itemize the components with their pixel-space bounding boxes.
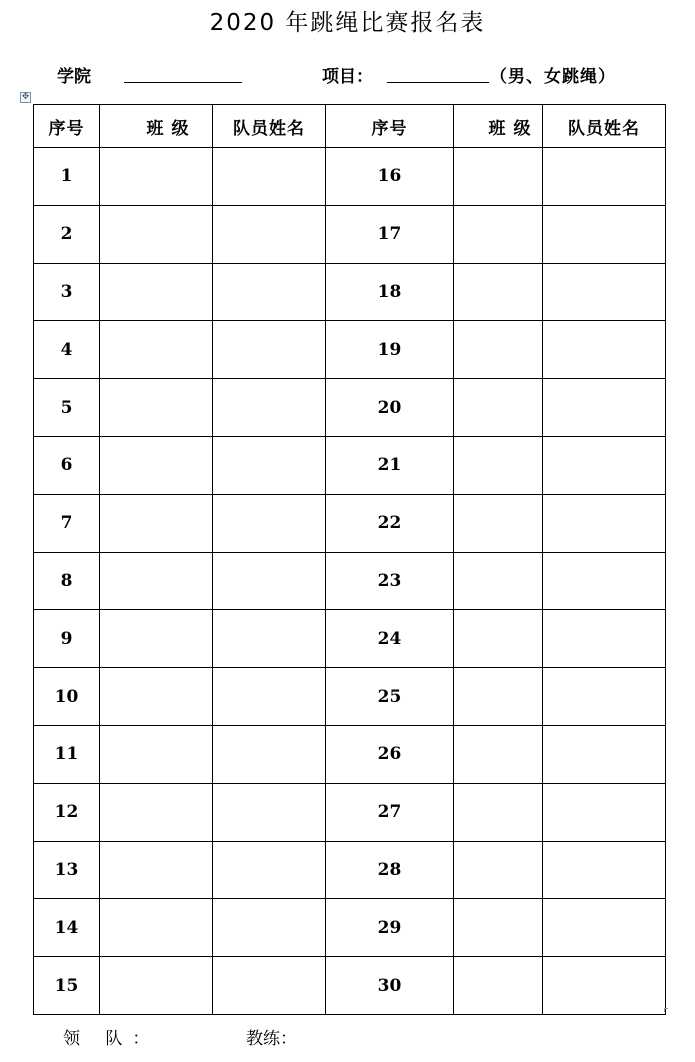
seq-cell-right: 19 bbox=[326, 321, 454, 379]
member-name-cell-right[interactable] bbox=[543, 263, 666, 321]
member-name-cell-left[interactable] bbox=[213, 321, 326, 379]
seq-cell-right: 26 bbox=[326, 725, 454, 783]
page-title: 2020 年跳绳比赛报名表 bbox=[209, 10, 486, 36]
member-name-cell-right[interactable] bbox=[543, 379, 666, 437]
table-row bbox=[34, 436, 666, 494]
seq-cell-right: 21 bbox=[326, 436, 454, 494]
item-label: 项目： bbox=[322, 67, 373, 87]
table-row bbox=[34, 552, 666, 610]
table-row bbox=[34, 899, 666, 957]
seq-cell-left: 1 bbox=[34, 148, 100, 206]
seq-cell-left: 5 bbox=[34, 379, 100, 437]
class-cell-right[interactable] bbox=[454, 841, 543, 899]
member-name-cell-right[interactable] bbox=[543, 957, 666, 1015]
class-cell-right[interactable] bbox=[454, 899, 543, 957]
table-row bbox=[34, 148, 666, 206]
seq-cell-right: 30 bbox=[326, 957, 454, 1015]
member-name-cell-right[interactable] bbox=[543, 610, 666, 668]
member-name-cell-left[interactable] bbox=[213, 668, 326, 726]
class-cell-right[interactable] bbox=[454, 957, 543, 1015]
seq-cell-right: 16 bbox=[326, 148, 454, 206]
header-seq-left: 序号 bbox=[34, 105, 100, 148]
member-name-cell-right[interactable] bbox=[543, 436, 666, 494]
class-cell-right[interactable] bbox=[454, 610, 543, 668]
member-name-cell-right[interactable] bbox=[543, 205, 666, 263]
member-name-cell-left[interactable] bbox=[213, 494, 326, 552]
member-name-cell-right[interactable] bbox=[543, 321, 666, 379]
seq-cell-left: 14 bbox=[34, 899, 100, 957]
class-cell-right[interactable] bbox=[454, 263, 543, 321]
coach-label: 教练： bbox=[246, 1029, 297, 1049]
header-class-left: 班 级 bbox=[100, 105, 213, 148]
table-row bbox=[34, 610, 666, 668]
class-cell-right[interactable] bbox=[454, 205, 543, 263]
member-name-cell-right[interactable] bbox=[543, 148, 666, 206]
roster-table bbox=[33, 104, 666, 1015]
seq-cell-left: 10 bbox=[34, 668, 100, 726]
seq-cell-left: 7 bbox=[34, 494, 100, 552]
class-cell-right[interactable] bbox=[454, 552, 543, 610]
seq-cell-left: 6 bbox=[34, 436, 100, 494]
class-cell-right[interactable] bbox=[454, 783, 543, 841]
seq-cell-left: 12 bbox=[34, 783, 100, 841]
header-seq-right: 序号 bbox=[326, 105, 454, 148]
class-cell-left[interactable] bbox=[100, 321, 213, 379]
seq-cell-left: 13 bbox=[34, 841, 100, 899]
class-cell-left[interactable] bbox=[100, 379, 213, 437]
seq-cell-right: 18 bbox=[326, 263, 454, 321]
member-name-cell-right[interactable] bbox=[543, 725, 666, 783]
seq-cell-left: 15 bbox=[34, 957, 100, 1015]
seq-cell-left: 4 bbox=[34, 321, 100, 379]
class-cell-left[interactable] bbox=[100, 957, 213, 1015]
table-row bbox=[34, 379, 666, 437]
class-cell-left[interactable] bbox=[100, 841, 213, 899]
member-name-cell-left[interactable] bbox=[213, 436, 326, 494]
table-row bbox=[34, 841, 666, 899]
member-name-cell-left[interactable] bbox=[213, 552, 326, 610]
class-cell-right[interactable] bbox=[454, 668, 543, 726]
member-name-cell-right[interactable] bbox=[543, 668, 666, 726]
seq-cell-right: 20 bbox=[326, 379, 454, 437]
member-name-cell-left[interactable] bbox=[213, 205, 326, 263]
seq-cell-right: 23 bbox=[326, 552, 454, 610]
college-input-line[interactable] bbox=[124, 82, 242, 83]
member-name-cell-left[interactable] bbox=[213, 899, 326, 957]
class-cell-right[interactable] bbox=[454, 321, 543, 379]
member-name-cell-left[interactable] bbox=[213, 725, 326, 783]
seq-cell-right: 29 bbox=[326, 899, 454, 957]
class-cell-left[interactable] bbox=[100, 899, 213, 957]
seq-cell-right: 22 bbox=[326, 494, 454, 552]
header-name-left: 队员姓名 bbox=[213, 105, 326, 148]
seq-cell-left: 2 bbox=[34, 205, 100, 263]
seq-cell-left: 8 bbox=[34, 552, 100, 610]
class-cell-left[interactable] bbox=[100, 148, 213, 206]
class-cell-left[interactable] bbox=[100, 783, 213, 841]
member-name-cell-left[interactable] bbox=[213, 148, 326, 206]
class-cell-left[interactable] bbox=[100, 494, 213, 552]
member-name-cell-right[interactable] bbox=[543, 841, 666, 899]
seq-cell-left: 11 bbox=[34, 725, 100, 783]
seq-cell-left: 9 bbox=[34, 610, 100, 668]
info-row bbox=[0, 62, 695, 88]
class-cell-right[interactable] bbox=[454, 436, 543, 494]
header-class-right: 班 级 bbox=[454, 105, 543, 148]
class-cell-left[interactable] bbox=[100, 725, 213, 783]
class-cell-right[interactable] bbox=[454, 148, 543, 206]
table-row bbox=[34, 668, 666, 726]
seq-cell-right: 27 bbox=[326, 783, 454, 841]
header-name-right: 队员姓名 bbox=[543, 105, 666, 148]
table-row bbox=[34, 725, 666, 783]
seq-cell-left: 3 bbox=[34, 263, 100, 321]
leader-label: 领 队： bbox=[63, 1029, 160, 1049]
member-name-cell-left[interactable] bbox=[213, 379, 326, 437]
table-row bbox=[34, 494, 666, 552]
college-label: 学院 bbox=[57, 67, 91, 87]
member-name-cell-right[interactable] bbox=[543, 552, 666, 610]
table-row bbox=[34, 321, 666, 379]
class-cell-left[interactable] bbox=[100, 610, 213, 668]
seq-cell-right: 28 bbox=[326, 841, 454, 899]
table-row bbox=[34, 783, 666, 841]
class-cell-left[interactable] bbox=[100, 436, 213, 494]
class-cell-left[interactable] bbox=[100, 205, 213, 263]
item-input-line[interactable] bbox=[387, 82, 489, 83]
member-name-cell-left[interactable] bbox=[213, 957, 326, 1015]
table-resize-corner[interactable] bbox=[664, 1008, 668, 1012]
item-note: （男、女跳绳） bbox=[490, 67, 616, 87]
class-cell-left[interactable] bbox=[100, 263, 213, 321]
member-name-cell-left[interactable] bbox=[213, 610, 326, 668]
seq-cell-right: 24 bbox=[326, 610, 454, 668]
member-name-cell-right[interactable] bbox=[543, 494, 666, 552]
class-cell-left[interactable] bbox=[100, 668, 213, 726]
table-row bbox=[34, 205, 666, 263]
class-cell-right[interactable] bbox=[454, 494, 543, 552]
table-header-row bbox=[34, 105, 666, 148]
member-name-cell-right[interactable] bbox=[543, 783, 666, 841]
class-cell-left[interactable] bbox=[100, 552, 213, 610]
class-cell-right[interactable] bbox=[454, 725, 543, 783]
table-move-handle-icon[interactable]: ✥ bbox=[21, 92, 30, 102]
member-name-cell-left[interactable] bbox=[213, 783, 326, 841]
member-name-cell-left[interactable] bbox=[213, 263, 326, 321]
class-cell-right[interactable] bbox=[454, 379, 543, 437]
table-row bbox=[34, 263, 666, 321]
member-name-cell-left[interactable] bbox=[213, 841, 326, 899]
seq-cell-right: 25 bbox=[326, 668, 454, 726]
member-name-cell-right[interactable] bbox=[543, 899, 666, 957]
seq-cell-right: 17 bbox=[326, 205, 454, 263]
table-row bbox=[34, 957, 666, 1015]
